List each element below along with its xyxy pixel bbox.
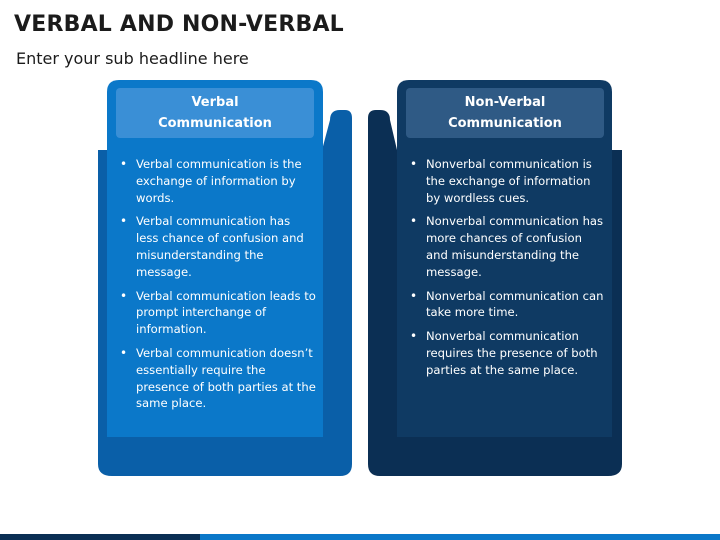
list-item: • Nonverbal communication is the exchange of information by wordless cues. xyxy=(408,156,606,206)
slide-subtitle: Enter your sub headline here xyxy=(16,49,249,68)
list-item: • Verbal communication has less chance of confusion and misunderstanding the message. xyxy=(118,213,316,280)
verbal-card-fold-left xyxy=(98,150,107,437)
list-item: • Nonverbal communication has more chances of confusion and misunderstanding the message. xyxy=(408,213,606,280)
verbal-heading: Verbal Communication xyxy=(158,95,272,131)
footer-bar-dark xyxy=(0,534,200,540)
list-item: • Verbal communication doesn’t essentially require the presence of both parties at the same place. xyxy=(118,345,316,412)
list-item: • Verbal communication is the exchange of information by words. xyxy=(118,156,316,206)
nonverbal-bullet-list xyxy=(408,156,606,386)
footer-bar xyxy=(0,534,720,540)
verbal-bullet-list xyxy=(118,156,316,419)
nonverbal-heading: Non-Verbal Communication xyxy=(448,95,562,131)
slide-title: VERBAL AND NON-VERBAL xyxy=(14,12,344,37)
list-item: • Nonverbal communication can take more time. xyxy=(408,288,606,322)
footer-bar-light xyxy=(200,534,720,540)
list-item: • Verbal communication leads to prompt interchange of information. xyxy=(118,288,316,338)
list-item: • Nonverbal communication requires the presence of both parties at the same place. xyxy=(408,328,606,378)
